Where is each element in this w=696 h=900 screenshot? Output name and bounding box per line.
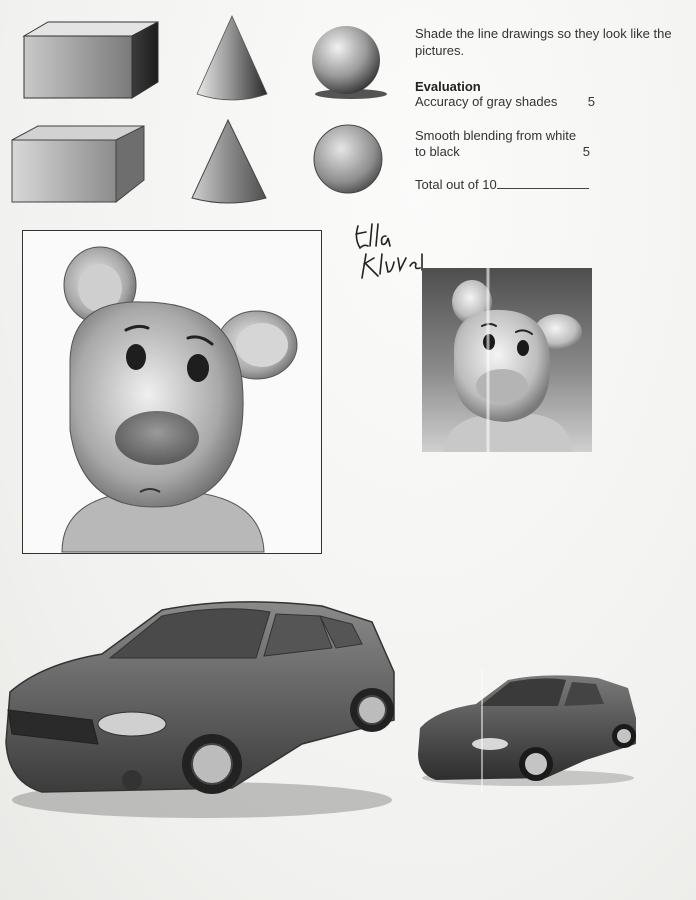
score-blank-line[interactable]	[497, 177, 589, 189]
sphere-photo-icon	[306, 22, 388, 102]
criterion-points: 5	[582, 144, 590, 159]
cube-photo-icon	[20, 18, 162, 102]
criterion-label: Accuracy of gray shades	[415, 94, 558, 109]
evaluation-title: Evaluation	[415, 79, 481, 94]
bear-drawing-icon	[22, 230, 320, 552]
car-photo-icon	[416, 670, 640, 792]
cube-drawing-icon	[8, 124, 148, 206]
car-drawing-icon	[2, 592, 402, 824]
cone-photo-icon	[195, 14, 269, 102]
cone-drawing-icon	[190, 118, 270, 208]
criterion-blending	[415, 128, 590, 160]
criterion-label: Smooth blending from white to black	[415, 128, 577, 159]
bear-photo-icon	[422, 268, 592, 452]
sphere-drawing-icon	[310, 122, 390, 202]
total-label: Total out of 10	[415, 177, 497, 192]
instructions-text: Shade the line drawings so they look like the pictures.	[415, 26, 672, 58]
criterion-points: 5	[587, 94, 595, 109]
total-score	[415, 177, 589, 192]
criterion-accuracy	[415, 94, 595, 110]
